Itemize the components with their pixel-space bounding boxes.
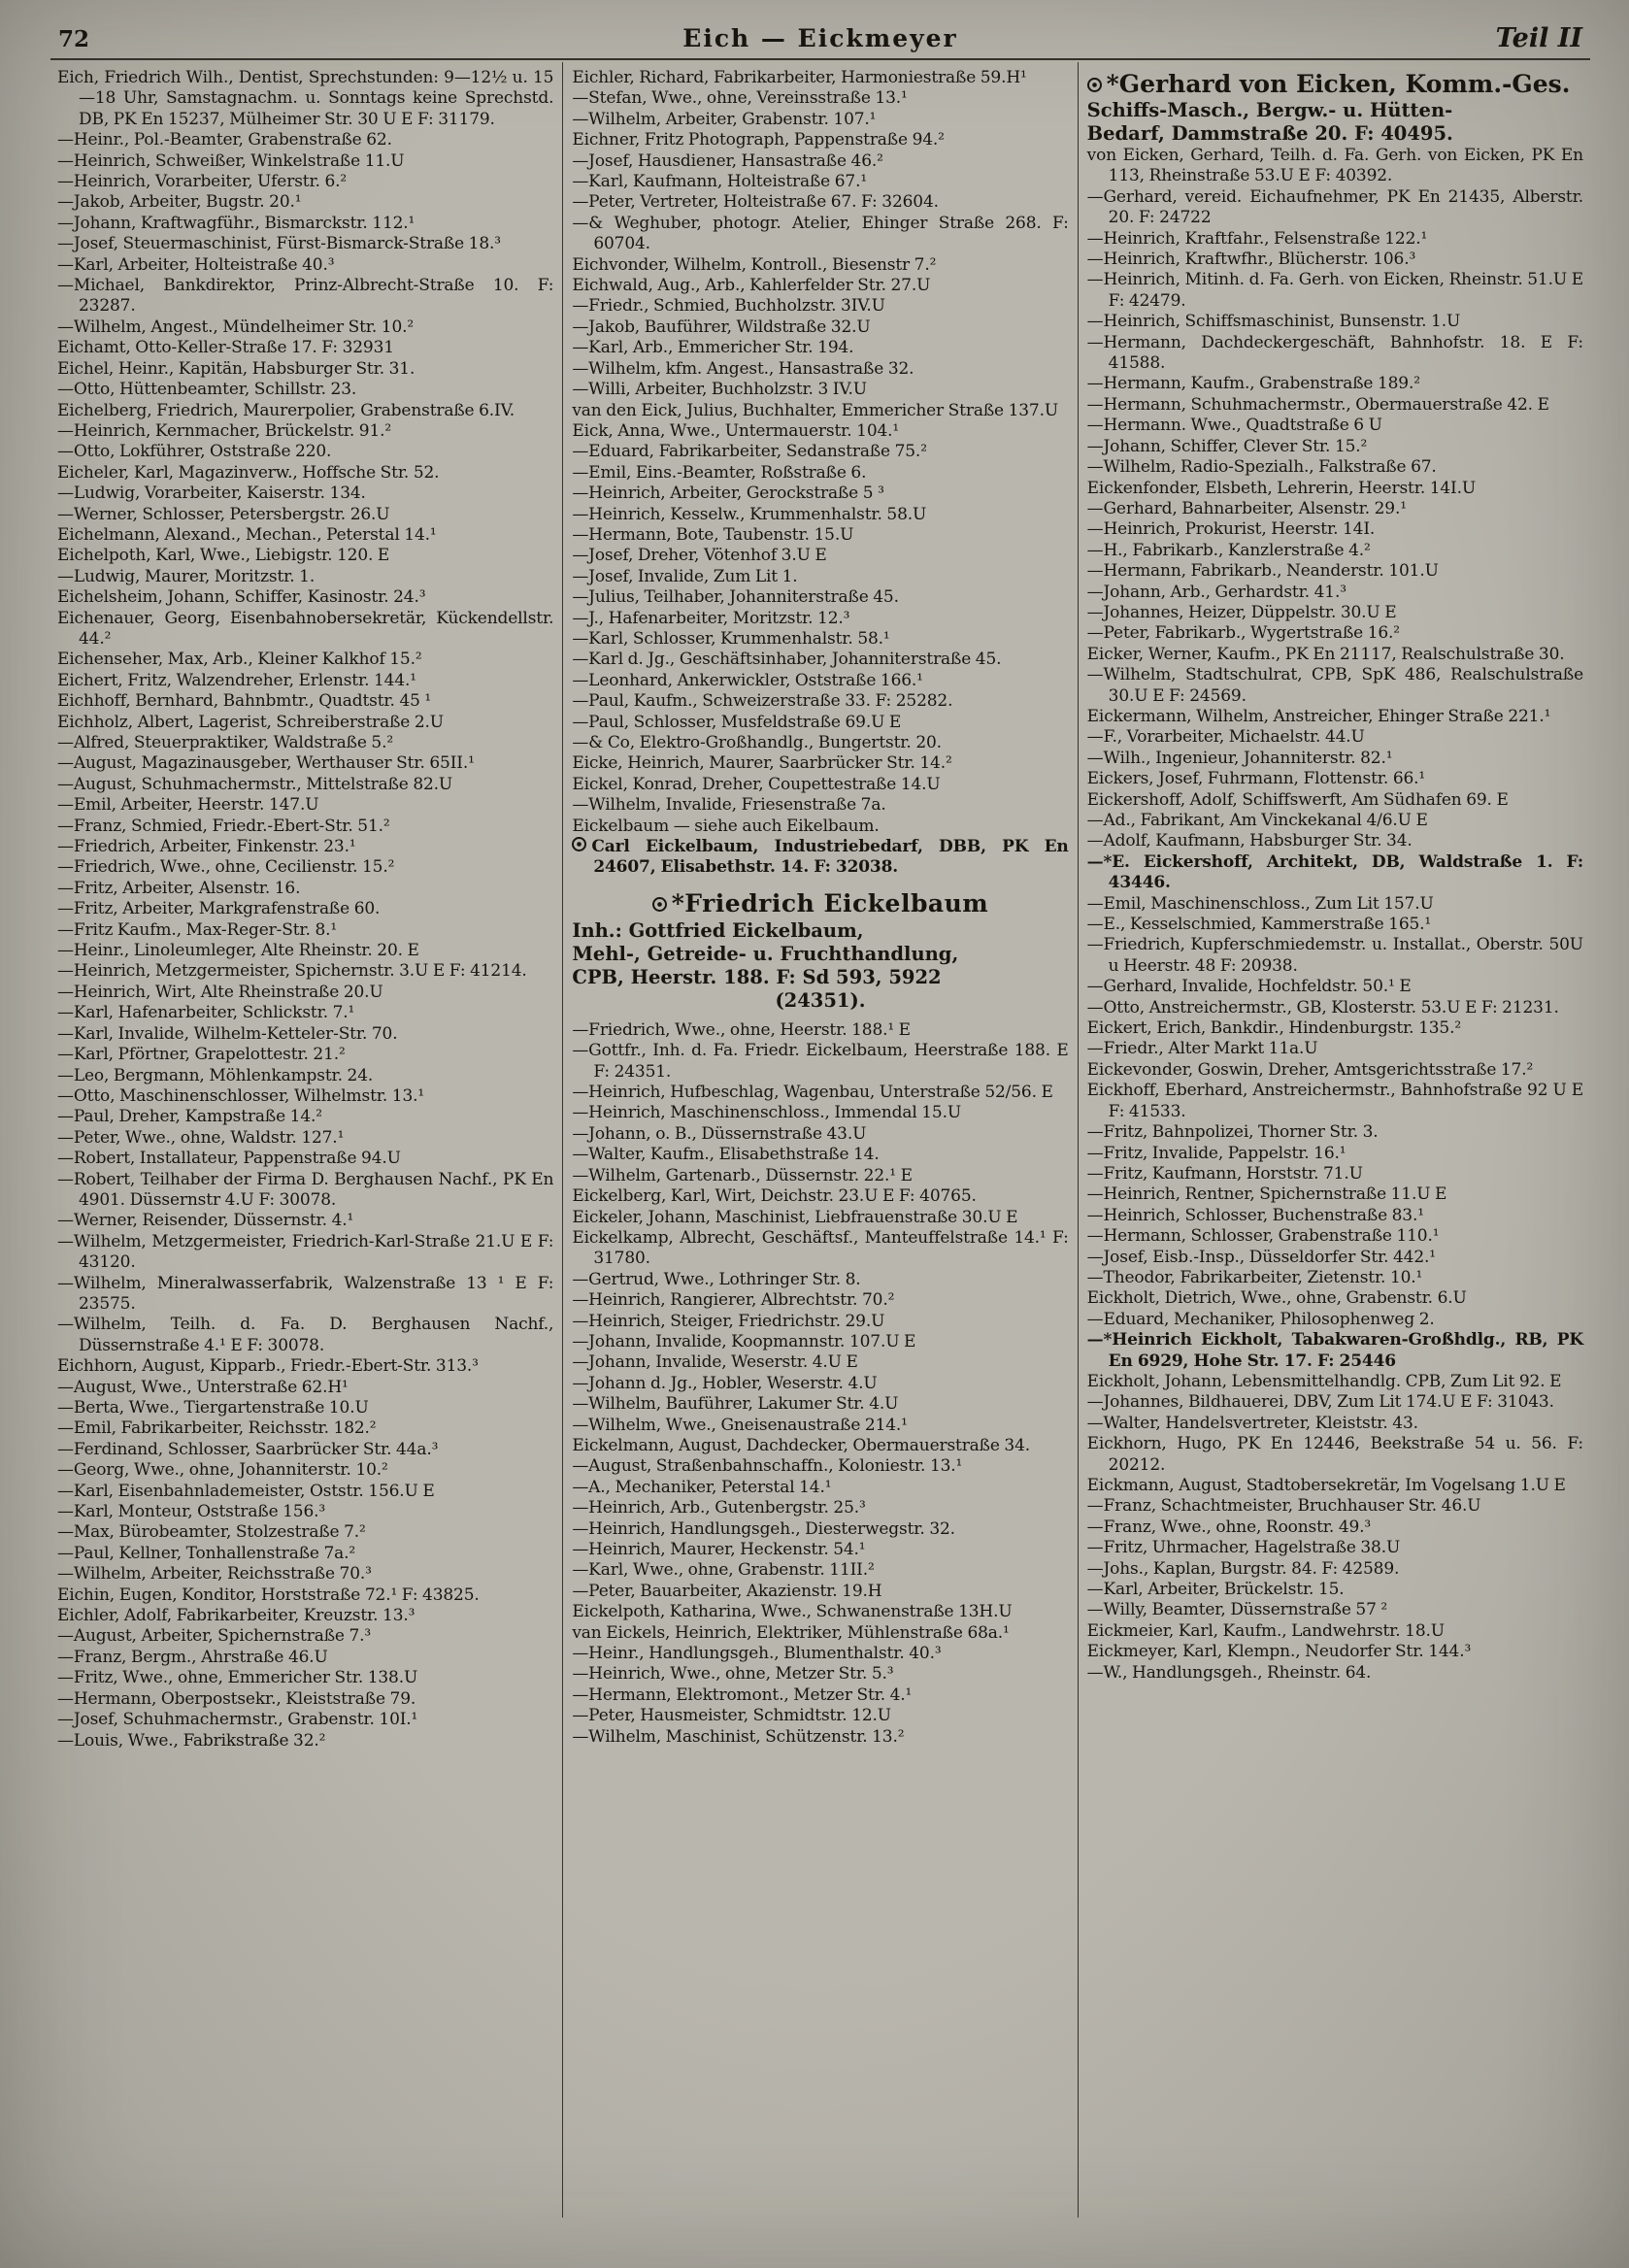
directory-entry: —Wilhelm, Mineralwasserfabrik, Walzenstraße 13 ¹ E F: 23575.	[57, 1273, 554, 1314]
directory-entry: —August, Straßenbahnschaffn., Koloniestr. 13.¹	[572, 1456, 963, 1477]
directory-entry: —Eduard, Fabrikarbeiter, Sedanstraße 75.²	[572, 442, 927, 462]
directory-entry: —Gottfr., Inh. d. Fa. Friedr. Eickelbaum, Heerstraße 188. E F: 24351.	[572, 1041, 1069, 1082]
directory-entry: —Heinrich, Maurer, Heckenstr. 54.¹	[572, 1540, 866, 1559]
directory-entry: —& Weghuber, photogr. Atelier, Ehinger Straße 268. F: 60704.	[572, 213, 1069, 254]
directory-entry: Eichhoff, Bernhard, Bahnbmtr., Quadtstr. 45 ¹	[57, 691, 432, 712]
directory-entry: —Heinrich, Wirt, Alte Rheinstraße 20.U	[57, 982, 383, 1002]
directory-entry: —Willi, Arbeiter, Buchholzstr. 3 IV.U	[572, 380, 867, 400]
directory-entry: —H., Fabrikarb., Kanzlerstraße 4.²	[1086, 540, 1371, 560]
directory-entry: —Fritz, Uhrmacher, Hagelstraße 38.U	[1086, 1538, 1401, 1558]
directory-entry: —Robert, Teilhaber der Firma D. Berghausen Nachf., PK En 4901. Düssernstr 4.U F: 30078.	[57, 1169, 554, 1210]
directory-entry: —Wilhelm, Gartenarb., Düssernstr. 22.¹ E	[572, 1165, 913, 1185]
directory-entry: —Fritz Kaufm., Max-Reger-Str. 8.¹	[57, 919, 338, 940]
directory-entry: —Emil, Arbeiter, Heerstr. 147.U	[57, 795, 319, 816]
directory-entry: —Willy, Beamter, Düssernstraße 57 ²	[1086, 1600, 1388, 1620]
directory-entry: —Friedrich, Kupferschmiedemstr. u. Installat., Oberstr. 50U u Heerstr. 48 F: 20938.	[1086, 935, 1583, 976]
directory-entry: —Heinrich, Schweißer, Winkelstraße 11.U	[57, 150, 405, 171]
directory-entry: —Georg, Wwe., ohne, Johanniterstr. 10.²	[57, 1460, 388, 1481]
directory-entry: van Eickels, Heinrich, Elektriker, Mühlenstraße 68a.¹	[572, 1622, 1010, 1643]
directory-entry: —Ferdinand, Schlosser, Saarbrücker Str. 44a.³	[57, 1439, 439, 1459]
directory-entry: —Emil, Eins.-Beamter, Roßstraße 6.	[572, 462, 867, 483]
directory-entry: —Heinrich, Arb., Gutenbergstr. 25.³	[572, 1498, 866, 1518]
directory-entry: —Friedrich, Wwe., ohne, Cecilienstr. 15.²	[57, 857, 395, 878]
directory-entry: —Gerhard, Invalide, Hochfeldstr. 50.¹ E	[1086, 977, 1412, 997]
directory-entry: van den Eick, Julius, Buchhalter, Emmericher Straße 137.U	[572, 400, 1059, 420]
directory-entry: —Johann, Invalide, Weserstr. 4.U E	[572, 1352, 858, 1373]
directory-entry: —Karl, Eisenbahnlademeister, Oststr. 156.U E	[57, 1481, 435, 1501]
directory-entry: —Josef, Dreher, Vötenhof 3.U E	[572, 546, 827, 566]
directory-entry: —Wilh., Ingenieur, Johanniterstr. 82.¹	[1086, 748, 1393, 768]
directory-entry: —Berta, Wwe., Tiergartenstraße 10.U	[57, 1398, 369, 1418]
directory-entry: Eichelmann, Alexand., Mechan., Peterstal 14.¹	[57, 524, 437, 545]
directory-entry: —Emil, Fabrikarbeiter, Reichsstr. 182.²	[57, 1418, 377, 1439]
directory-columns	[49, 62, 1592, 2218]
directory-entry: —Josef, Steuermaschinist, Fürst-Bismarck-Straße 18.³	[57, 234, 501, 254]
directory-entry: —Johann, Kraftwagführ., Bismarckstr. 112.¹	[57, 213, 416, 233]
directory-entry: —Peter, Hausmeister, Schmidtstr. 12.U	[572, 1706, 891, 1726]
directory-entry: —Johannes, Bildhauerei, DBV, Zum Lit 174.U E F: 31043.	[1086, 1392, 1554, 1413]
directory-entry: —Friedr., Alter Markt 11a.U	[1086, 1039, 1318, 1059]
directory-entry: —Heinrich, Maschinenschloss., Immendal 15.U	[572, 1103, 962, 1123]
ad-entry: *Friedrich Eickelbaum	[572, 888, 1068, 919]
directory-entry: —Johann, Schiffer, Clever Str. 15.²	[1086, 436, 1368, 456]
directory-entry: —W., Handlungsgeh., Rheinstr. 64.	[1086, 1662, 1372, 1683]
directory-entry: Eickmeyer, Karl, Klempn., Neudorfer Str. 144.³	[1086, 1642, 1472, 1662]
directory-entry: —Hermann, Elektromont., Metzer Str. 4.¹	[572, 1684, 913, 1705]
directory-entry: —Alfred, Steuerpraktiker, Waldstraße 5.²	[57, 733, 394, 752]
directory-entry: Eicke, Heinrich, Maurer, Saarbrücker Str. 14.²	[572, 753, 952, 774]
directory-entry: —Johann, Arb., Gerhardstr. 41.³	[1086, 582, 1346, 602]
directory-entry: Eichelsheim, Johann, Schiffer, Kasinostr. 24.³	[57, 587, 426, 608]
directory-entry: —Jakob, Arbeiter, Bugstr. 20.¹	[57, 192, 302, 213]
directory-entry: —Josef, Invalide, Zum Lit 1.	[572, 566, 798, 586]
phone-dial-icon	[572, 837, 586, 851]
directory-entry: —Otto, Anstreichermstr., GB, Klosterstr. 53.U E F: 21231.	[1086, 997, 1559, 1017]
directory-entry: —Josef, Schuhmachermstr., Grabenstr. 10I.¹	[57, 1710, 418, 1730]
directory-entry: —Peter, Wwe., ohne, Waldstr. 127.¹	[57, 1127, 345, 1148]
directory-entry: —August, Magazinausgeber, Werthauser Str. 65II.¹	[57, 753, 475, 774]
directory-entry: —Fritz, Arbeiter, Markgrafenstraße 60.	[57, 899, 381, 919]
directory-entry: Eicheler, Karl, Magazinverw., Hoffsche Str. 52.	[57, 462, 440, 483]
directory-entry: Eichelpoth, Karl, Wwe., Liebigstr. 120. E	[57, 546, 390, 566]
directory-entry: Eickhoff, Eberhard, Anstreichermstr., Bahnhofstraße 92 U E F: 41533.	[1086, 1081, 1583, 1121]
ad-entry: Bedarf, Dammstraße 20. F: 40495.	[1086, 122, 1453, 145]
page-number: 72	[58, 26, 90, 52]
directory-entry: —Wilhelm, Invalide, Friesenstraße 7a.	[572, 795, 886, 816]
directory-entry: Eickelbaum — siehe auch Eikelbaum.	[572, 816, 880, 836]
directory-entry: —Heinr., Linoleumleger, Alte Rheinstr. 20. E	[57, 941, 419, 961]
directory-entry: Eickel, Konrad, Dreher, Coupettestraße 14.U	[572, 774, 941, 794]
directory-entry: —Heinrich, Schiffsmaschinist, Bunsenstr. 1.U	[1086, 312, 1461, 332]
directory-entry: —Paul, Schlosser, Musfeldstraße 69.U E	[572, 712, 902, 732]
directory-entry: Eichel, Heinr., Kapitän, Habsburger Str. 31.	[57, 358, 416, 379]
directory-entry: —Eduard, Mechaniker, Philosophenweg 2.	[1086, 1309, 1435, 1329]
directory-entry: —F., Vorarbeiter, Michaelstr. 44.U	[1086, 727, 1365, 748]
directory-entry: —Wilhelm, Arbeiter, Grabenstr. 107.¹	[572, 109, 877, 129]
directory-entry: —Johannes, Heizer, Düppelstr. 30.U E	[1086, 602, 1397, 622]
directory-entry: —E., Kesselschmied, Kammerstraße 165.¹	[1086, 915, 1432, 935]
directory-entry: —Fritz, Invalide, Pappelstr. 16.¹	[1086, 1143, 1346, 1163]
directory-entry: —Jakob, Bauführer, Wildstraße 32.U	[572, 317, 871, 337]
directory-entry: —Friedr., Schmied, Buchholzstr. 3IV.U	[572, 296, 885, 317]
directory-entry: Eickeler, Johann, Maschinist, Liebfrauenstraße 30.U E	[572, 1207, 1018, 1227]
directory-entry: —Josef, Eisb.-Insp., Düsseldorfer Str. 442.¹	[1086, 1247, 1436, 1267]
directory-entry: —Otto, Hüttenbeamter, Schillstr. 23.	[57, 380, 357, 400]
directory-column-3	[1078, 62, 1592, 2218]
directory-entry: —Karl, Arbeiter, Holteistraße 40.³	[57, 254, 335, 275]
directory-entry: —Gertrud, Wwe., Lothringer Str. 8.	[572, 1269, 861, 1289]
directory-entry: —Hermann, Bote, Taubenstr. 15.U	[572, 524, 854, 545]
directory-entry: —Heinrich, Kernmacher, Brückelstr. 91.²	[57, 420, 392, 441]
directory-entry: —Wilhelm, Teilh. d. Fa. D. Berghausen Nachf., Düssernstraße 4.¹ E F: 30078.	[57, 1315, 554, 1355]
directory-entry: —August, Arbeiter, Spichernstraße 7.³	[57, 1626, 372, 1647]
part-label: Teil II	[1495, 23, 1582, 53]
directory-entry: —Franz, Wwe., ohne, Roonstr. 49.³	[1086, 1517, 1372, 1537]
directory-entry: Carl Eickelbaum, Industriebedarf, DBB, PK En 24607, Elisabethstr. 14. F: 32038.	[572, 837, 1068, 879]
directory-entry: —Karl, Kaufmann, Holteistraße 67.¹	[572, 172, 867, 192]
directory-entry: —Johs., Kaplan, Burgstr. 84. F: 42589.	[1086, 1558, 1400, 1579]
directory-entry: —Karl, Monteur, Oststraße 156.³	[57, 1502, 326, 1522]
directory-entry: —Karl, Schlosser, Krummenhalstr. 58.¹	[572, 628, 890, 649]
directory-entry: —Paul, Kaufm., Schweizerstraße 33. F: 25282.	[572, 691, 953, 712]
directory-entry: —Heinrich, Vorarbeiter, Uferstr. 6.²	[57, 172, 348, 192]
header-rule	[50, 58, 1590, 60]
directory-entry: —*E. Eickershoff, Architekt, DB, Waldstraße 1. F: 43446.	[1086, 851, 1583, 893]
phone-dial-icon	[1087, 78, 1102, 92]
directory-entry: —Karl, Pförtner, Grapelottestr. 21.²	[57, 1045, 346, 1065]
directory-entry: —A., Mechaniker, Peterstal 14.¹	[572, 1477, 832, 1497]
directory-entry: —Franz, Schachtmeister, Bruchhauser Str. 46.U	[1086, 1496, 1481, 1517]
directory-entry: —Hermann, Fabrikarb., Neanderstr. 101.U	[1086, 561, 1439, 582]
directory-entry: —August, Wwe., Unterstraße 62.H¹	[57, 1377, 349, 1397]
directory-entry: Eichvonder, Wilhelm, Kontroll., Biesenstr 7.²	[572, 254, 937, 275]
directory-entry: Eickmann, August, Stadtobersekretär, Im Vogelsang 1.U E	[1086, 1476, 1566, 1495]
directory-entry: —*Heinrich Eickholt, Tabakwaren-Großhdlg., RB, PK En 6929, Hohe Str. 17. F: 25446	[1086, 1330, 1583, 1371]
ad-entry: (24351).	[775, 988, 866, 1012]
directory-entry: —Wilhelm, Arbeiter, Reichsstraße 70.³	[57, 1564, 372, 1584]
directory-entry: Eickhorn, Hugo, PK En 12446, Beekstraße 54 u. 56. F: 20212.	[1086, 1434, 1583, 1475]
directory-entry: —Emil, Maschinenschloss., Zum Lit 157.U	[1086, 893, 1434, 914]
directory-column-2	[562, 62, 1077, 2218]
directory-entry: —Heinrich, Handlungsgeh., Diesterwegstr. 32.	[572, 1518, 955, 1539]
directory-entry: Eichamt, Otto-Keller-Straße 17. F: 32931	[57, 338, 394, 358]
directory-entry: —Walter, Kaufm., Elisabethstraße 14.	[572, 1145, 880, 1165]
directory-entry: Eichelberg, Friedrich, Maurerpolier, Grabenstraße 6.IV.	[57, 400, 515, 420]
directory-entry: Eichwald, Aug., Arb., Kahlerfelder Str. 27.U	[572, 276, 931, 296]
directory-entry: —Werner, Schlosser, Petersbergstr. 26.U	[57, 504, 390, 524]
directory-entry: —Karl, Hafenarbeiter, Schlickstr. 7.¹	[57, 1003, 355, 1023]
directory-entry: —Heinr., Pol.-Beamter, Grabenstraße 62.	[57, 130, 392, 150]
directory-entry: —Heinrich, Mitinh. d. Fa. Gerh. von Eicken, Rheinstr. 51.U E F: 42479.	[1086, 270, 1583, 311]
directory-entry: —Peter, Vertreter, Holteistraße 67. F: 32604.	[572, 192, 939, 213]
directory-entry: —Fritz, Wwe., ohne, Emmericher Str. 138.U	[57, 1668, 418, 1688]
directory-entry: Eicker, Werner, Kaufm., PK En 21117, Realschulstraße 30.	[1086, 644, 1565, 664]
directory-entry: Eick, Anna, Wwe., Untermauerstr. 104.¹	[572, 420, 900, 441]
directory-entry: —Otto, Maschinenschlosser, Wilhelmstr. 13.¹	[57, 1085, 425, 1106]
directory-entry: —Wilhelm, Wwe., Gneisenaustraße 214.¹	[572, 1415, 908, 1435]
directory-entry: —Karl d. Jg., Geschäftsinhaber, Johanniterstraße 45.	[572, 650, 1002, 670]
directory-entry: Eickelkamp, Albrecht, Geschäftsf., Manteuffelstraße 14.¹ F: 31780.	[572, 1227, 1069, 1269]
directory-entry: —Johann, Invalide, Koopmannstr. 107.U E	[572, 1331, 916, 1351]
directory-entry: —Heinrich, Schlosser, Buchenstraße 83.¹	[1086, 1205, 1424, 1225]
directory-entry: —Leonhard, Ankerwickler, Oststraße 166.¹	[572, 670, 923, 690]
directory-entry: —Peter, Bauarbeiter, Akazienstr. 19.H	[572, 1581, 882, 1601]
page-title: Eich — Eickmeyer	[682, 24, 958, 52]
directory-entry: —August, Schuhmachermstr., Mittelstraße 82.U	[57, 774, 453, 794]
directory-entry: —Franz, Schmied, Friedr.-Ebert-Str. 51.²	[57, 816, 390, 836]
directory-entry: Eichenseher, Max, Arb., Kleiner Kalkhof 15.²	[57, 650, 422, 670]
directory-entry: Eichert, Fritz, Walzendreher, Erlenstr. 144.¹	[57, 670, 416, 690]
directory-entry: —Friedrich, Wwe., ohne, Heerstr. 188.¹ E	[572, 1019, 911, 1040]
directory-entry: Eich, Friedrich Wilh., Dentist, Sprechstunden: 9—12½ u. 15—18 Uhr, Samstagnachm. u. Sonntags keine Sprechstd. DB, PK En 15237, Mülheimer Str. 30 U E F: 31179.	[57, 68, 554, 129]
directory-entry: —Johann d. Jg., Hobler, Weserstr. 4.U	[572, 1373, 878, 1393]
directory-entry: —Wilhelm, Maschinist, Schützenstr. 13.²	[572, 1726, 905, 1747]
directory-entry: —Wilhelm, kfm. Angest., Hansastraße 32.	[572, 358, 914, 379]
phone-dial-icon	[652, 897, 667, 912]
directory-entry: —Wilhelm, Bauführer, Lakumer Str. 4.U	[572, 1394, 899, 1415]
directory-entry: —Heinrich, Kraftfahr., Felsenstraße 122.¹	[1086, 228, 1428, 249]
directory-entry: —Ludwig, Maurer, Moritzstr. 1.	[57, 566, 316, 586]
directory-entry: —Wilhelm, Stadtschulrat, CPB, SpK 486, Realschulstraße 30.U E F: 24569.	[1086, 665, 1583, 706]
directory-entry: —Ad., Fabrikant, Am Vinckekanal 4/6.U E	[1086, 811, 1428, 830]
directory-entry: Eichholz, Albert, Lagerist, Schreiberstraße 2.U	[57, 712, 444, 732]
directory-entry: —Walter, Handelsvertreter, Kleiststr. 43.	[1086, 1413, 1418, 1433]
directory-entry: —Heinrich, Rangierer, Albrechtstr. 70.²	[572, 1290, 895, 1311]
directory-entry: —Heinrich, Hufbeschlag, Wagenbau, Unterstraße 52/56. E	[572, 1083, 1053, 1103]
directory-entry: Eickenfonder, Elsbeth, Lehrerin, Heerstr. 14I.U	[1086, 478, 1477, 498]
directory-entry: —Fritz, Bahnpolizei, Thorner Str. 3.	[1086, 1122, 1379, 1143]
directory-entry: —Leo, Bergmann, Möhlenkampstr. 24.	[57, 1065, 374, 1085]
directory-entry: Eickelpoth, Katharina, Wwe., Schwanenstraße 13H.U	[572, 1602, 1013, 1622]
directory-entry: von Eicken, Gerhard, Teilh. d. Fa. Gerh. von Eicken, PK En 113, Rheinstraße 53.U E F: 40392.	[1086, 146, 1583, 186]
directory-entry: —Heinrich, Kesselw., Krummenhalstr. 58.U	[572, 504, 927, 524]
directory-entry: —Hermann, Kaufm., Grabenstraße 189.²	[1086, 374, 1420, 394]
directory-entry: —Franz, Bergm., Ahrstraße 46.U	[57, 1647, 328, 1667]
directory-entry: —Peter, Fabrikarb., Wygertstraße 16.²	[1086, 623, 1400, 644]
directory-entry: Eickholt, Dietrich, Wwe., ohne, Grabenstr. 6.U	[1086, 1288, 1467, 1309]
directory-entry: —Heinrich, Prokurist, Heerstr. 14I.	[1086, 519, 1376, 540]
directory-column-1	[49, 62, 562, 2218]
directory-entry: —Friedrich, Arbeiter, Finkenstr. 23.¹	[57, 837, 356, 857]
directory-entry: —Heinrich, Rentner, Spichernstraße 11.U E	[1086, 1184, 1447, 1205]
directory-entry: —Hermann, Dachdeckergeschäft, Bahnhofstr. 18. E F: 41588.	[1086, 332, 1583, 374]
directory-entry: —Paul, Kellner, Tonhallenstraße 7a.²	[57, 1543, 356, 1563]
directory-entry: —Stefan, Wwe., ohne, Vereinsstraße 13.¹	[572, 88, 908, 109]
directory-entry: Eichenauer, Georg, Eisenbahnobersekretär, Kückendellstr. 44.²	[57, 608, 554, 649]
directory-entry: —Max, Bürobeamter, Stolzestraße 7.²	[57, 1522, 366, 1543]
directory-entry: Eickholt, Johann, Lebensmittelhandlg. CPB, Zum Lit 92. E	[1086, 1371, 1562, 1391]
directory-entry: Eickermann, Wilhelm, Anstreicher, Ehinger Straße 221.¹	[1086, 706, 1551, 726]
directory-entry: Eickershoff, Adolf, Schiffswerft, Am Südhafen 69. E	[1086, 789, 1509, 810]
directory-entry: Eickers, Josef, Fuhrmann, Flottenstr. 66.¹	[1086, 769, 1426, 789]
directory-entry: —Heinrich, Arbeiter, Gerockstraße 5 ³	[572, 484, 884, 504]
directory-entry: —Heinrich, Kraftwfhr., Blücherstr. 106.³	[1086, 250, 1416, 270]
directory-entry: —Wilhelm, Angest., Mündelheimer Str. 10.²	[57, 317, 415, 337]
directory-entry: —Heinr., Handlungsgeh., Blumenthalstr. 40.³	[572, 1644, 942, 1664]
directory-entry: Eichhorn, August, Kipparb., Friedr.-Ebert-Str. 313.³	[57, 1356, 479, 1377]
directory-entry: Eickmeier, Karl, Kaufm., Landwehrstr. 18.U	[1086, 1620, 1445, 1641]
ad-entry: Schiffs-Masch., Bergw.- u. Hütten-	[1086, 99, 1453, 121]
directory-entry: —Heinrich, Steiger, Friedrichstr. 29.U	[572, 1311, 885, 1331]
directory-entry: —Johann, o. B., Düssernstraße 43.U	[572, 1123, 867, 1144]
directory-entry: —Paul, Dreher, Kampstraße 14.²	[57, 1107, 322, 1127]
directory-entry: —Josef, Hausdiener, Hansastraße 46.²	[572, 150, 883, 171]
directory-entry: —Hermann. Wwe., Quadtstraße 6 U	[1086, 416, 1382, 436]
directory-entry: —Wilhelm, Radio-Spezialh., Falkstraße 67.	[1086, 457, 1437, 478]
directory-entry: —Hermann, Oberpostsekr., Kleiststraße 79.	[57, 1688, 416, 1709]
directory-entry: —Otto, Lokführer, Oststraße 220.	[57, 442, 332, 462]
directory-entry: —J., Hafenarbeiter, Moritzstr. 12.³	[572, 608, 850, 628]
directory-entry: —Werner, Reisender, Düssernstr. 4.¹	[57, 1211, 354, 1231]
ad-entry: Mehl-, Getreide- u. Fruchthandlung,	[572, 942, 959, 965]
directory-entry: —Karl, Wwe., ohne, Grabenstr. 11II.²	[572, 1560, 875, 1581]
directory-entry: —Michael, Bankdirektor, Prinz-Albrecht-Straße 10. F: 23287.	[57, 276, 554, 317]
directory-entry: Eickelmann, August, Dachdecker, Obermauerstraße 34.	[572, 1435, 1031, 1455]
directory-entry: —Ludwig, Vorarbeiter, Kaiserstr. 134.	[57, 484, 366, 504]
directory-entry: —Heinrich, Metzgermeister, Spichernstr. 3.U E F: 41214.	[57, 961, 527, 982]
directory-entry: Eichler, Richard, Fabrikarbeiter, Harmoniestraße 59.H¹	[572, 68, 1027, 87]
directory-entry: Eichler, Adolf, Fabrikarbeiter, Kreuzstr. 13.³	[57, 1606, 416, 1626]
directory-entry: —Robert, Installateur, Pappenstraße 94.U	[57, 1149, 401, 1169]
directory-entry: —Gerhard, vereid. Eichaufnehmer, PK En 21435, Alberstr. 20. F: 24722	[1086, 186, 1583, 228]
directory-entry: —Theodor, Fabrikarbeiter, Zietenstr. 10.¹	[1086, 1267, 1423, 1287]
directory-entry: —Louis, Wwe., Fabrikstraße 32.²	[57, 1730, 326, 1751]
directory-entry: Eichin, Eugen, Konditor, Horststraße 72.¹ F: 43825.	[57, 1584, 480, 1605]
directory-entry: —Karl, Invalide, Wilhelm-Ketteler-Str. 70.	[57, 1023, 398, 1044]
directory-entry: —Karl, Arb., Emmericher Str. 194.	[572, 338, 854, 358]
ad-entry: *Gerhard von Eicken, Komm.-Ges.	[1087, 70, 1583, 99]
directory-entry: —Karl, Arbeiter, Brückelstr. 15.	[1086, 1580, 1345, 1600]
directory-entry: —Julius, Teilhaber, Johanniterstraße 45.	[572, 587, 899, 608]
directory-entry: —& Co, Elektro-Großhandlg., Bungertstr. 20.	[572, 733, 942, 752]
ad-entry: Inh.: Gottfried Eickelbaum,	[572, 918, 864, 942]
directory-entry: —Fritz, Kaufmann, Horststr. 71.U	[1086, 1163, 1363, 1184]
directory-entry: —Heinrich, Wwe., ohne, Metzer Str. 5.³	[572, 1664, 894, 1684]
page-header	[49, 23, 1592, 58]
directory-entry: —Hermann, Schuhmachermstr., Obermauerstraße 42. E	[1086, 394, 1549, 415]
directory-entry: Eickevonder, Goswin, Dreher, Amtsgerichtsstraße 17.²	[1086, 1059, 1534, 1080]
directory-entry: —Gerhard, Bahnarbeiter, Alsenstr. 29.¹	[1086, 498, 1407, 518]
directory-entry: —Wilhelm, Metzgermeister, Friedrich-Karl-Straße 21.U E F: 43120.	[57, 1231, 554, 1273]
directory-entry: Eichner, Fritz Photograph, Pappenstraße 94.²	[572, 130, 945, 150]
ad-entry: CPB, Heerstr. 188. F: Sd 593, 5922	[572, 965, 942, 988]
directory-entry: Eickert, Erich, Bankdir., Hindenburgstr. 135.²	[1086, 1018, 1462, 1039]
directory-entry: —Fritz, Arbeiter, Alsenstr. 16.	[57, 878, 301, 898]
directory-entry: —Adolf, Kaufmann, Habsburger Str. 34.	[1086, 831, 1413, 851]
directory-entry: —Hermann, Schlosser, Grabenstraße 110.¹	[1086, 1226, 1440, 1247]
directory-entry: Eickelberg, Karl, Wirt, Deichstr. 23.U E F: 40765.	[572, 1186, 977, 1207]
